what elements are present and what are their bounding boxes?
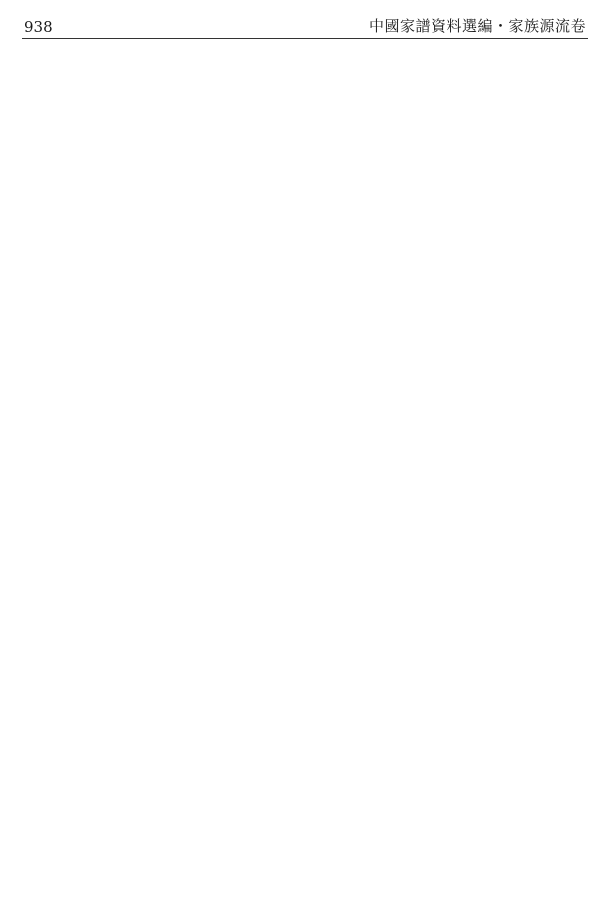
running-header: [24, 10, 586, 36]
header-rule: [22, 38, 588, 39]
page-number: 938: [24, 18, 53, 36]
book-title: 中國家譜資料選編・家族源流卷: [368, 17, 586, 35]
text-body: [24, 46, 584, 901]
